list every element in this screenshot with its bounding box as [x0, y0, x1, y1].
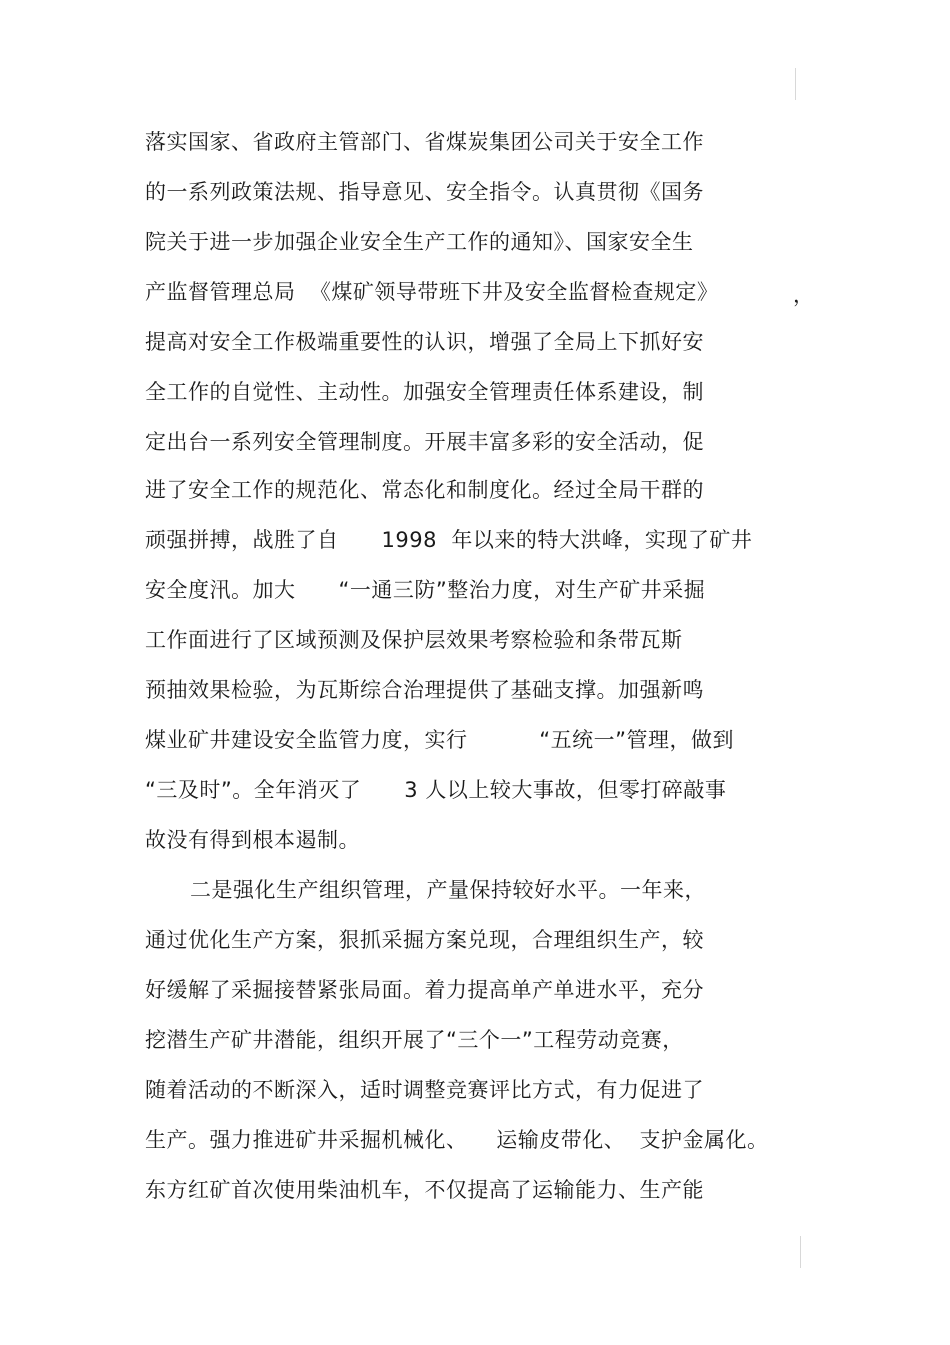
text-line-7: 定出台一系列安全管理制度。开展丰富多彩的安全活动，促 [145, 430, 704, 454]
text-line-22: 东方红矿首次使用柴油机车，不仅提高了运输能力、生产能 [145, 1178, 704, 1202]
text-line-21: 生产。强力推进矿井采掘机械化、 运输皮带化、 支护金属化。 [145, 1128, 769, 1152]
text-line-19: 挖潜生产矿井潜能，组织开展了“三个一”工程劳动竞赛， [145, 1028, 684, 1052]
text-line-6: 全工作的自觉性、主动性。加强安全管理责任体系建设，制 [145, 380, 704, 404]
text-line-10: 安全度汛。加大 “一通三防”整治力度，对生产矿井采掘 [145, 578, 706, 602]
text-line-13: 煤业矿井建设安全监管力度，实行 “五统一”管理，做到 [145, 728, 735, 752]
margin-mark-bottom [800, 1236, 801, 1268]
trailing-comma: ， [793, 283, 814, 307]
text-line-16: 二是强化生产组织管理，产量保持较好水平。一年来， [190, 878, 706, 902]
text-line-3: 院关于进一步加强企业安全生产工作的通知》、国家安全生 [145, 230, 694, 254]
margin-mark-top [795, 68, 796, 100]
text-line-4: 产监督管理总局 《煤矿领导带班下井及安全监督检查规定》 [145, 280, 719, 304]
text-line-1: 落实国家、省政府主管部门、省煤炭集团公司关于安全工作 [145, 130, 704, 154]
text-line-11: 工作面进行了区域预测及保护层效果考察检验和条带瓦斯 [145, 628, 683, 652]
text-line-9: 顽强拼搏，战胜了自 1998 年以来的特大洪峰，实现了矿井 [145, 528, 753, 552]
text-line-20: 随着活动的不断深入，适时调整竞赛评比方式，有力促进了 [145, 1078, 704, 1102]
text-line-12: 预抽效果检验，为瓦斯综合治理提供了基础支撑。加强新鸣 [145, 678, 704, 702]
text-line-2: 的一系列政策法规、指导意见、安全指令。认真贯彻《国务 [145, 180, 704, 204]
text-line-18: 好缓解了采掘接替紧张局面。着力提高单产单进水平，充分 [145, 978, 704, 1002]
text-line-17: 通过优化生产方案，狠抓采掘方案兑现，合理组织生产，较 [145, 928, 704, 952]
text-line-15: 故没有得到根本遏制。 [145, 828, 360, 852]
text-line-5: 提高对安全工作极端重要性的认识，增强了全局上下抓好安 [145, 330, 704, 354]
text-line-8: 进了安全工作的规范化、常态化和制度化。经过全局干群的 [145, 478, 704, 502]
text-line-14: “三及时”。全年消灭了 3 人以上较大事故，但零打碎敲事 [145, 778, 727, 802]
